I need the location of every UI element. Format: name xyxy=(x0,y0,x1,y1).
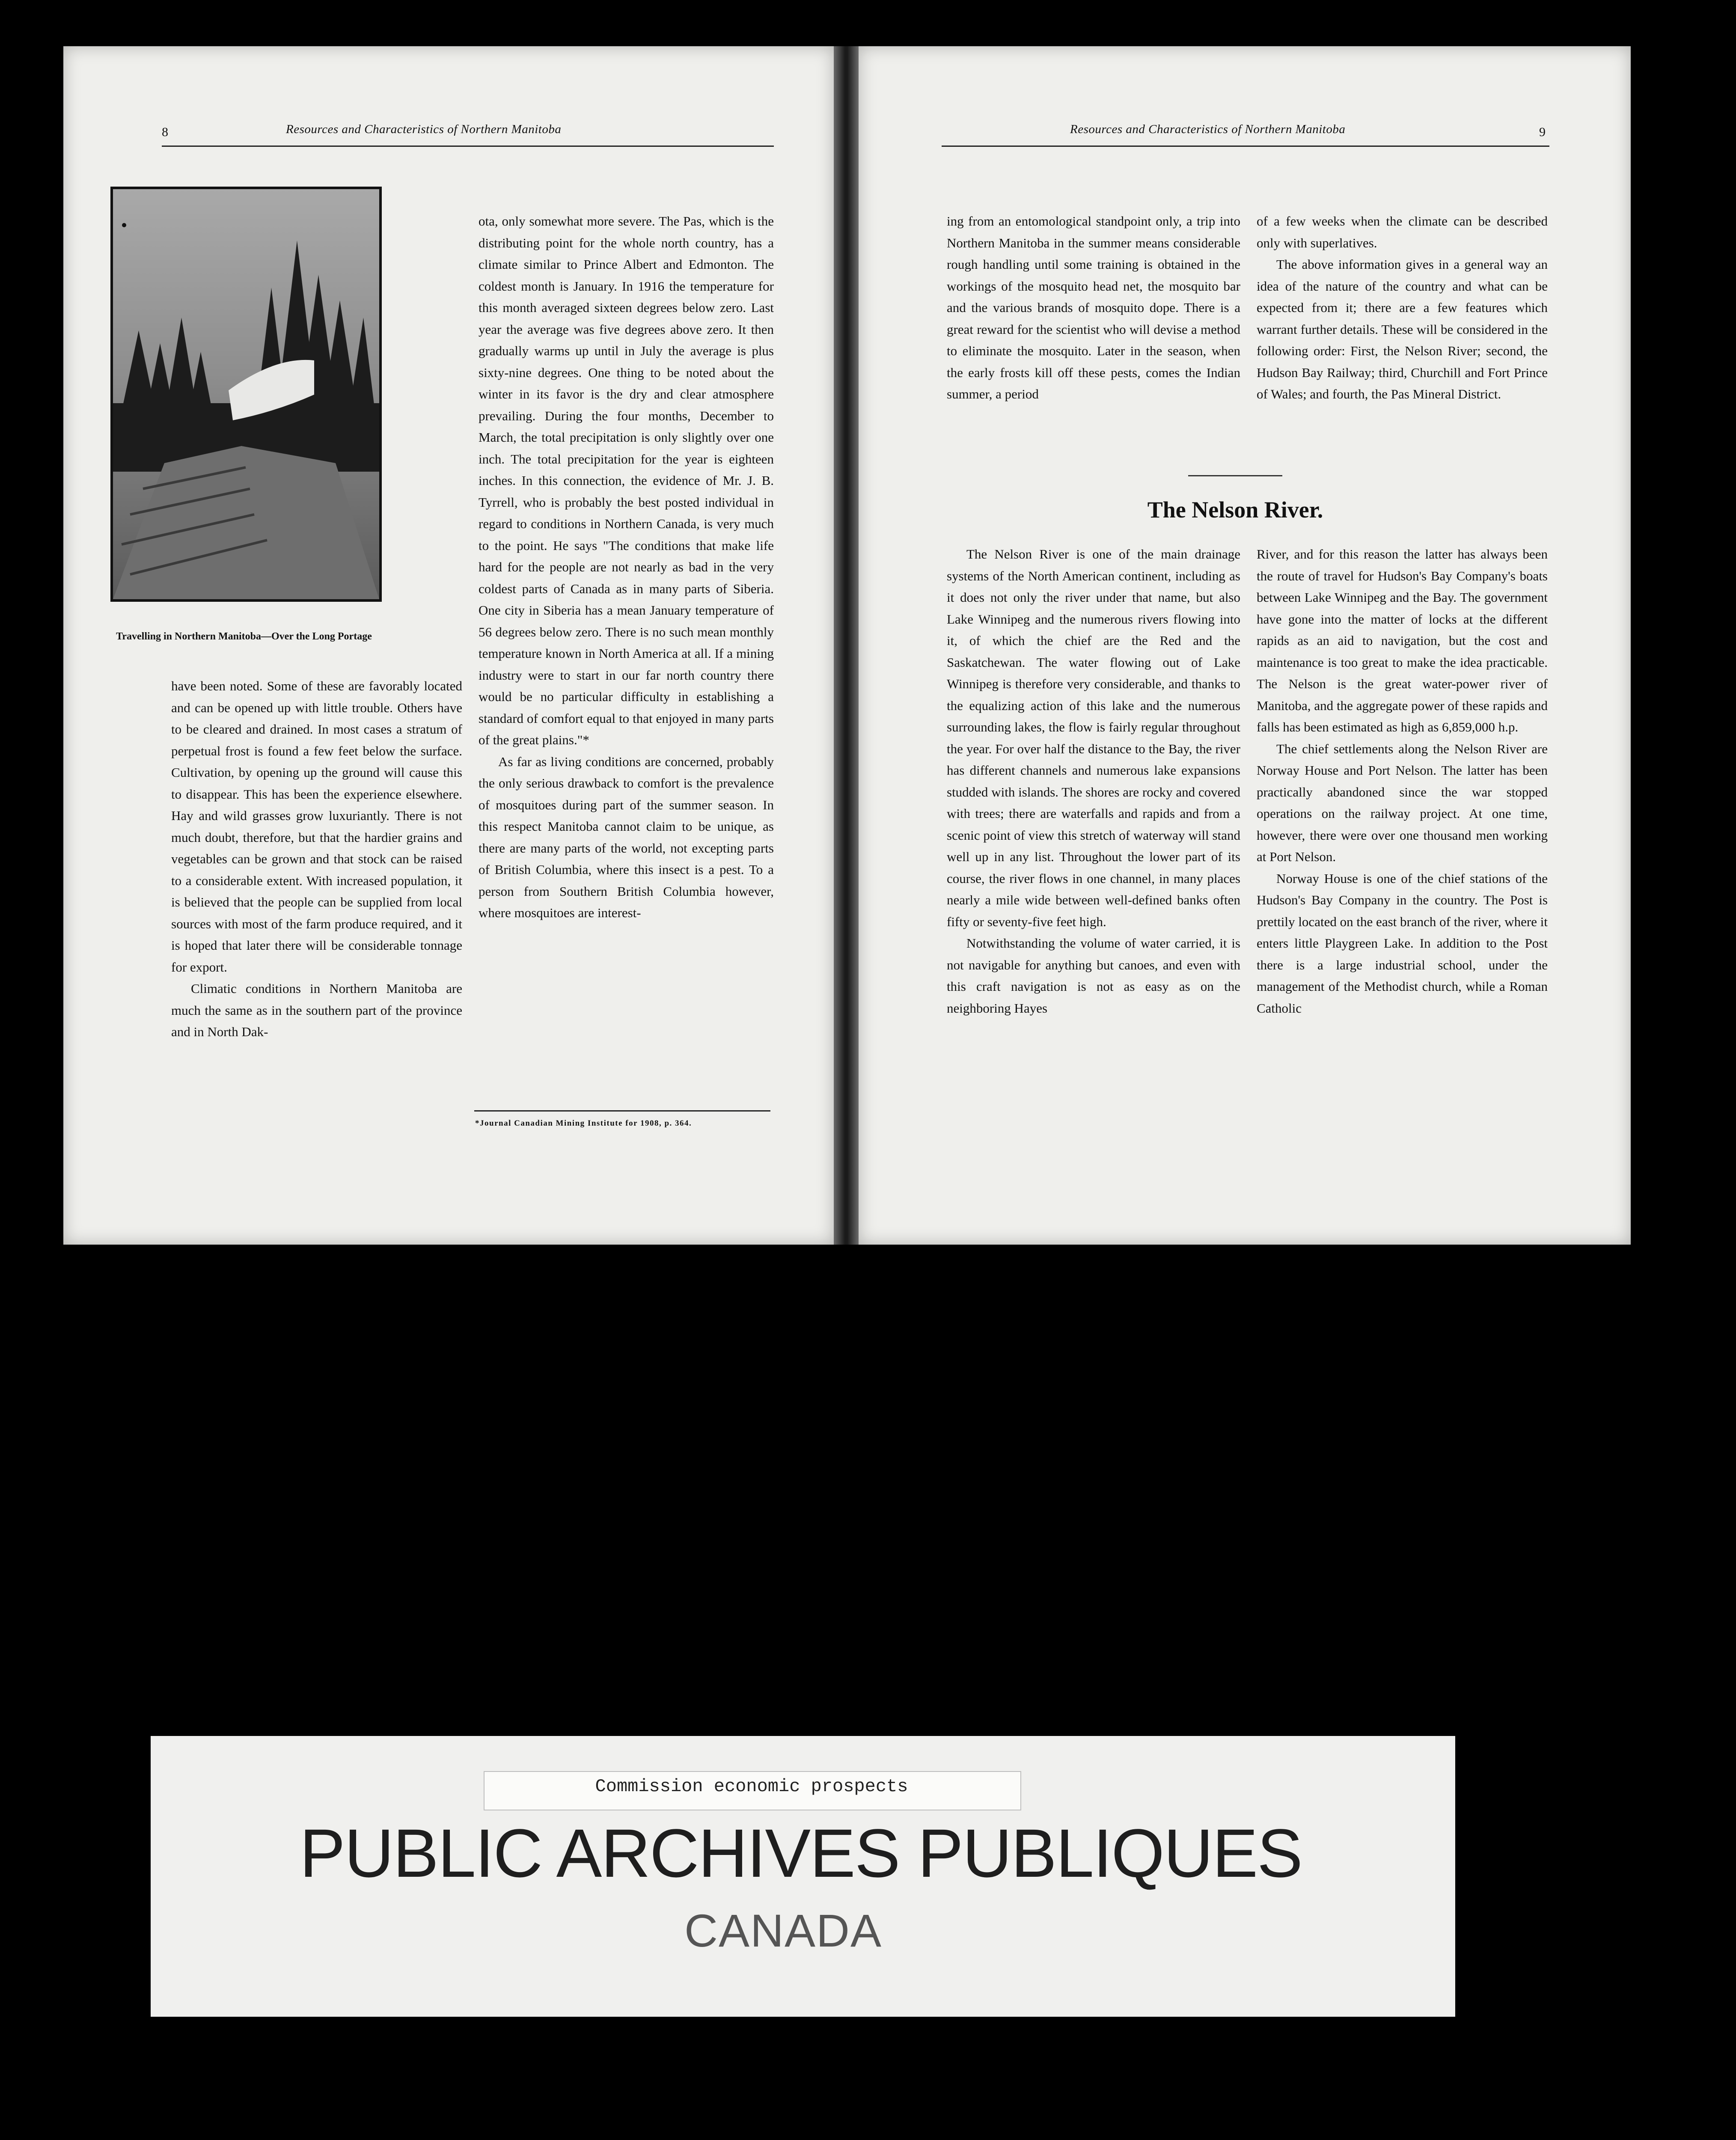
section-title: The Nelson River. xyxy=(1147,497,1323,523)
paragraph: Notwithstanding the volume of water carried, it is not navigable for anything but canoes, and even with this craft navigation is not as easy as on the neighboring Hayes xyxy=(947,936,1240,1016)
typed-note: Commission economic prospects xyxy=(595,1776,908,1797)
section-divider xyxy=(1188,475,1282,476)
paragraph: Norway House is one of the chief stations of the Hudson's Bay Company in the country. The Post is prettily located on the east branch of the river, where it enters little Playgreen Lake. In addition to the Post there is a large industrial school, under the management of the Methodist church, while a Roman Catholic xyxy=(1257,871,1548,1016)
right-top-col-2 xyxy=(1257,211,1548,405)
paragraph: As far as living conditions are concerned, probably the only serious drawback to comfort is the prevalence of mosquitoes during part of the summer season. In this respect Manitoba cannot claim to be unique, as there are many parts of the world, not excepting parts of British Columbia, where this insect is a pest. To a person from Southern British Columbia however, where mosquitoes are interest- xyxy=(479,754,774,920)
paragraph: ing from an entomological standpoint only, a trip into Northern Manitoba in the summer means considerable rough handling until some training is obtained in the workings of the mosquito head net, the mosquito bar and the various brands of mosquito dope. There is a great reward for the scientist who will devise a method to eliminate the mosquito. Later in the season, when the early frosts kill off these pests, comes the Indian summer, a period xyxy=(947,214,1240,401)
right-col-1 xyxy=(947,544,1240,1019)
archives-stamp: PUBLIC ARCHIVES PUBLIQUES xyxy=(300,1815,1302,1891)
book-gutter xyxy=(834,46,859,1245)
paragraph: ota, only somewhat more severe. The Pas, which is the distributing point for the whole north country, has a climate similar to Prince Albert and Edmonton. The coldest month is January. In 1916 the temperature for this month averaged sixteen degrees below zero. Last year the average was five degrees above zero. It then gradually warms up until in July the average is plus sixty-nine degrees. One thing to be noted about the winter in its favor is the dry and clear atmosphere prevailing. During the four months, December to March, the total precipitation is only slightly over one inch. The total precipitation for the year is eighteen inches. In this connection, the evidence of Mr. J. B. Tyrrell, who is probably the best posted individual in regard to conditions in Northern Canada, is very much to the point. He says "The conditions that make life hard for the people are not nearly as bad in the very coldest parts of Canada as in many parts of Siberia. One city in Siberia has a mean January temperature of 56 degrees below zero. There is no such mean monthly temperature known in North America at all. If a mining industry were to start in our far north country there would be no particular difficulty in establishing a standard of comfort equal to that enjoyed in many parts of the great plains."* xyxy=(479,214,774,747)
left-header-rule xyxy=(162,146,774,147)
paragraph: River, and for this reason the latter has always been the route of travel for Hudson's Bay Company's boats between Lake Winnipeg and the Bay. The government have gone into the matter of locks at the different rapids as an aid to navigation, but the cost and maintenance is too great to make the idea practicable. The Nelson is the great water-power river of Manitoba, and the aggregate power of these rapids and falls has been estimated as high as 6,859,000 h.p. xyxy=(1257,547,1548,734)
right-page-number: 9 xyxy=(1539,125,1546,139)
archives-country: CANADA xyxy=(684,1905,883,1956)
right-top-col-1 xyxy=(947,211,1240,405)
right-header-rule xyxy=(942,146,1549,147)
portage-photo xyxy=(110,187,382,602)
right-col-2 xyxy=(1257,544,1548,1019)
paragraph: have been noted. Some of these are favorably located and can be opened up with little trouble. Others have to be cleared and drained. In most cases a stratum of perpetual frost is found a few feet below the surface. Cultivation, by opening up the ground will cause this to disappear. This has been the experience elsewhere. Hay and wild grasses grow luxuriantly. There is not much doubt, therefore, but that the hardier grains and vegetables can be grown and that stock can be raised to a considerable extent. With increased population, it is believed that the people can be supplied from local sources with most of the farm produce required, and it is hoped that later there will be considerable tonnage for export. xyxy=(171,678,462,975)
photo-caption: Travelling in Northern Manitoba—Over the Long Portage xyxy=(116,631,372,642)
left-col-2 xyxy=(479,211,774,924)
portage-photo-image xyxy=(113,189,379,599)
right-running-head: Resources and Characteristics of Northern Manitoba xyxy=(1070,122,1346,136)
footnote-rule xyxy=(474,1110,770,1112)
paragraph: of a few weeks when the climate can be described only with superlatives. xyxy=(1257,214,1548,250)
footnote: *Journal Canadian Mining Institute for 1908, p. 364. xyxy=(475,1119,692,1128)
left-page-number: 8 xyxy=(162,125,168,139)
paragraph: The chief settlements along the Nelson River are Norway House and Port Nelson. The latter has been practically abandoned since the war stopped operations on the railway project. At one time, however, there were over one thousand men working at Port Nelson. xyxy=(1257,741,1548,864)
paragraph: Climatic conditions in Northern Manitoba are much the same as in the southern part of the province and in North Dak- xyxy=(171,981,462,1039)
left-col-1 xyxy=(171,675,462,1043)
paragraph: The above information gives in a general way an idea of the nature of the country and what can be expected from it; there are a few features which warrant further details. These will be considered in the following order: First, the Nelson River; second, the Hudson Bay Railway; third, Churchill and Fort Prince of Wales; and fourth, the Pas Mineral District. xyxy=(1257,257,1548,401)
left-running-head: Resources and Characteristics of Northern Manitoba xyxy=(286,122,562,136)
paragraph: The Nelson River is one of the main drainage systems of the North American continent, including as it does not only the river under that name, but also Lake Winnipeg and the numerous rivers flowing into it, of which the chief are the Red and the Saskatchewan. The water flowing out of Lake Winnipeg is therefore very considerable, and thanks to the equalizing action of this lake and the numerous surrounding lakes, the flow is fairly regular throughout the year. For over half the distance to the Bay, the river has different channels and numerous lake expansions studded with islands. The shores are rocky and covered with trees; there are waterfalls and rapids and from a scenic point of view this stretch of waterway will stand well up in any list. Throughout the lower part of its course, the river flows in one channel, in many places nearly a mile wide between well-defined banks often fifty or seventy-five feet high. xyxy=(947,547,1240,929)
